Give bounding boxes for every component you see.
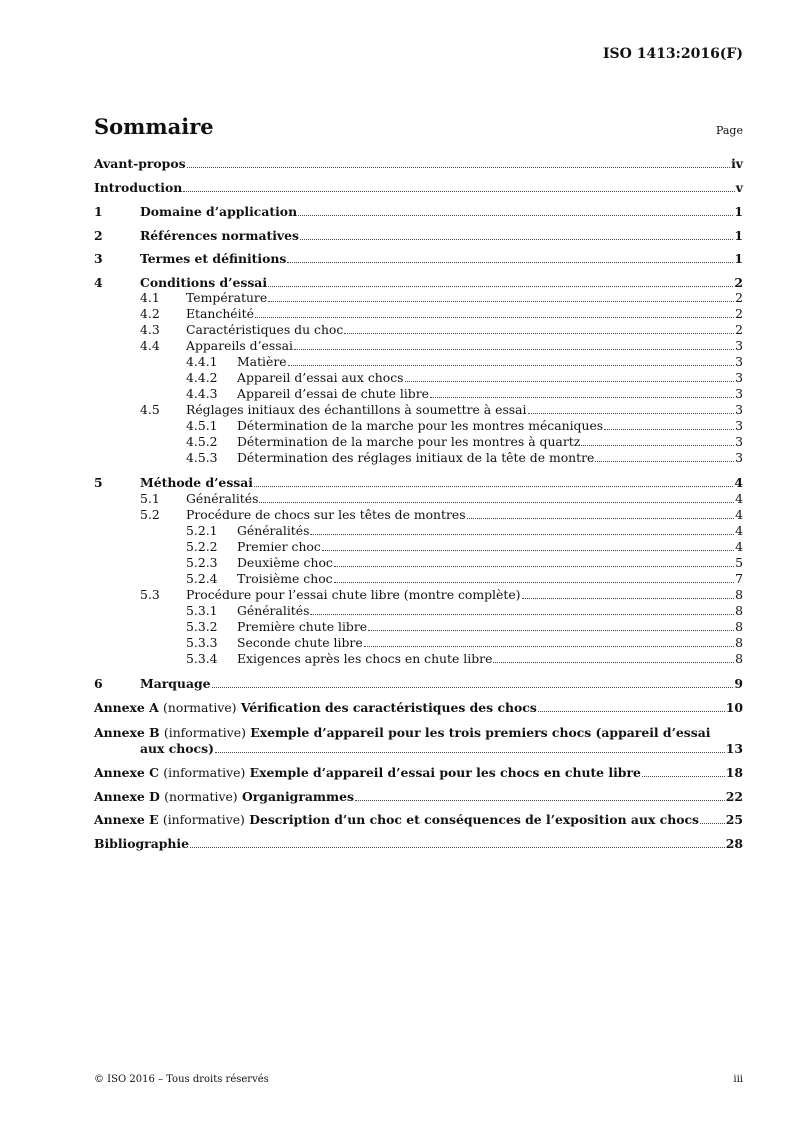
dot-leader (287, 262, 733, 263)
toc-entry-page: 28 (725, 836, 743, 851)
toc-entry-number: 5.2 (140, 507, 160, 522)
dot-leader (187, 167, 731, 168)
page-title: Sommaire (94, 114, 214, 139)
toc-entry-page: 5 (735, 555, 743, 570)
toc-entry-label: Procédure pour l’essai chute libre (montre complète) (186, 587, 521, 602)
toc-entry-label: Température (186, 290, 268, 305)
dot-leader (294, 349, 734, 350)
dot-leader (430, 397, 734, 398)
toc-entry-label: Domaine d’application (140, 204, 298, 219)
toc-entry-label: Conditions d’essai (140, 275, 268, 290)
toc-entry[interactable] (94, 434, 743, 450)
annex-prefix: Annexe D (94, 789, 160, 804)
dot-leader (528, 413, 735, 414)
toc-entry-label: Termes et définitions (140, 251, 287, 266)
toc-entry-label: Appareil d’essai de chute libre (237, 386, 429, 401)
toc-entry[interactable] (94, 306, 743, 322)
toc-entry-page: 25 (725, 812, 743, 827)
dot-leader (581, 445, 734, 446)
toc-entry-label: Exigences après les chocs en chute libre (237, 651, 493, 666)
toc-entry-label: Généralités (186, 491, 259, 506)
toc-entry-page: 18 (725, 765, 743, 780)
dot-leader (190, 847, 725, 848)
toc-entry-label: Généralités (237, 523, 310, 538)
dot-leader (642, 776, 725, 777)
toc-entry-label: Méthode d’essai (140, 475, 254, 490)
toc-entry-label: Marquage (140, 676, 211, 691)
dot-leader (310, 534, 734, 535)
dot-leader (538, 711, 725, 712)
toc-entry-page: 3 (735, 434, 743, 449)
toc-entry-number: 5.3.1 (186, 603, 218, 618)
dot-leader (215, 752, 725, 753)
toc-entry-number: 4 (94, 275, 103, 290)
footer-copyright: © ISO 2016 – Tous droits réservés (94, 1074, 269, 1085)
toc-entry-label: Détermination de la marche pour les montres à quartz (237, 434, 581, 449)
toc-entry-page: 3 (735, 354, 743, 369)
toc-entry-label: Détermination des réglages initiaux de la tête de montre (237, 450, 595, 465)
toc-entry-page: 22 (725, 789, 743, 804)
toc-entry[interactable] (94, 587, 743, 603)
toc-entry-number: 4.3 (140, 322, 160, 337)
toc-entry[interactable] (94, 507, 743, 523)
toc-entry[interactable] (94, 180, 743, 196)
toc-entry-number: 4.2 (140, 306, 160, 321)
dot-leader (298, 215, 733, 216)
toc-entry-page: 8 (735, 651, 743, 666)
toc-entry-number: 5.2.2 (186, 539, 218, 554)
dot-leader (259, 502, 734, 503)
toc-entry-number: 4.4 (140, 338, 160, 353)
dot-leader (300, 239, 733, 240)
toc-entry-label: Premier choc (237, 539, 321, 554)
toc-entry-page: 13 (725, 741, 743, 756)
toc-entry-page: 8 (735, 587, 743, 602)
toc-entry[interactable] (94, 571, 743, 587)
dot-leader (368, 630, 734, 631)
toc-entry[interactable] (94, 555, 743, 571)
toc-entry[interactable] (94, 676, 743, 692)
dot-leader (322, 550, 734, 551)
dot-leader (288, 365, 735, 366)
toc-entry-number: 4.4.3 (186, 386, 218, 401)
toc-entry-page: 2 (735, 322, 743, 337)
toc-entry-label: Matière (237, 354, 287, 369)
annex-prefix: Annexe E (94, 812, 159, 827)
dot-leader (334, 566, 734, 567)
annex-kind: (informative) (163, 765, 246, 780)
toc-entry-page: 8 (735, 619, 743, 634)
toc-entry-number: 6 (94, 676, 103, 691)
toc-entry[interactable] (94, 290, 743, 306)
annex-title: Description d’un choc et conséquences de l’exposition aux chocs (249, 812, 699, 827)
toc-entry-number: 3 (94, 251, 103, 266)
toc-entry-page: 2 (734, 275, 743, 290)
toc-entry-page: 3 (735, 418, 743, 433)
toc-entry[interactable] (94, 251, 743, 267)
footer-page-number: iii (733, 1074, 743, 1085)
toc-entry-number: 5.2.4 (186, 571, 218, 586)
dot-leader (268, 301, 734, 302)
annex-prefix: Annexe C (94, 765, 159, 780)
toc-entry-number: 5.2.1 (186, 523, 218, 538)
toc-entry-label: Bibliographie (94, 836, 190, 851)
annex-kind: (informative) (163, 725, 246, 740)
toc-entry-number: 4.5.1 (186, 418, 218, 433)
toc-entry-number: 4.5.3 (186, 450, 218, 465)
toc-entry-number: 4.1 (140, 290, 160, 305)
toc-bibliography-entry[interactable] (94, 836, 743, 852)
toc-entry-label: Réglages initiaux des échantillons à soumettre à essai (186, 402, 527, 417)
toc-entry[interactable] (94, 204, 743, 220)
toc-entry-page: 2 (735, 290, 743, 305)
toc-entry-page: 3 (735, 386, 743, 401)
toc-entry-page: 3 (735, 402, 743, 417)
toc-entry-label: Deuxième choc (237, 555, 333, 570)
annex-title: Exemple d’appareil d’essai pour les chocs en chute libre (249, 765, 641, 780)
toc-entry-label: Première chute libre (237, 619, 368, 634)
toc-entry-label: Appareil d’essai aux chocs (237, 370, 404, 385)
dot-leader (493, 662, 734, 663)
page-column-label: Page (715, 124, 743, 137)
toc-entry[interactable] (94, 354, 743, 370)
annex-title-continued: aux chocs) (140, 741, 214, 756)
toc-entry-page: 7 (735, 571, 743, 586)
toc-entry-page: 2 (735, 306, 743, 321)
toc-entry-label: Appareils d’essai (186, 338, 293, 353)
toc-entry[interactable] (94, 651, 743, 667)
toc-entry-number: 5.1 (140, 491, 160, 506)
dot-leader (344, 333, 734, 334)
annex-kind: (normative) (163, 700, 237, 715)
toc-entry[interactable] (94, 386, 743, 402)
dot-leader (255, 317, 734, 318)
toc-entry[interactable] (94, 370, 743, 386)
toc-entry[interactable] (94, 523, 743, 539)
toc-annex-entry[interactable] (94, 725, 743, 757)
toc-entry-page: 8 (735, 635, 743, 650)
dot-leader (334, 582, 735, 583)
annex-title: Exemple d’appareil pour les trois premiers chocs (appareil d’essai (250, 725, 711, 740)
toc-entry[interactable] (94, 603, 743, 619)
dot-leader (522, 598, 735, 599)
toc-entry-number: 5.3.3 (186, 635, 218, 650)
toc-entry-page: 4 (735, 539, 743, 554)
toc-entry-number: 5 (94, 475, 103, 490)
dot-leader (467, 518, 734, 519)
dot-leader (604, 429, 734, 430)
dot-leader (700, 823, 725, 824)
toc-entry-number: 4.5.2 (186, 434, 218, 449)
toc-entry-page: v (735, 180, 743, 195)
annex-title: Organigrammes (241, 789, 354, 804)
toc-entry-number: 5.3.4 (186, 651, 218, 666)
toc-entry-label: Introduction (94, 180, 183, 195)
toc-entry-number: 1 (94, 204, 103, 219)
annex-prefix: Annexe A (94, 700, 159, 715)
annex-title: Vérification des caractéristiques des chocs (240, 700, 537, 715)
toc-entry[interactable] (94, 475, 743, 491)
toc-entry[interactable] (94, 450, 743, 466)
dot-leader (595, 461, 734, 462)
toc-entry-number: 4.4.1 (186, 354, 218, 369)
toc-entry-label: Troisième choc (237, 571, 333, 586)
toc-entry-label: Généralités (237, 603, 310, 618)
dot-leader (310, 614, 734, 615)
toc-entry-label: Avant-propos (94, 156, 186, 171)
toc-entry-page: 4 (735, 507, 743, 522)
toc-entry[interactable] (94, 418, 743, 434)
toc-entry-label: Détermination de la marche pour les montres mécaniques (237, 418, 604, 433)
toc-entry-page: 3 (735, 450, 743, 465)
annex-kind: (informative) (162, 812, 245, 827)
toc-entry-page: 4 (735, 491, 743, 506)
toc-entry[interactable] (94, 491, 743, 507)
toc-entry-number: 5.3 (140, 587, 160, 602)
toc-entry-number: 4.5 (140, 402, 160, 417)
title-row (94, 114, 743, 139)
toc-entry-number: 2 (94, 228, 103, 243)
annex-prefix: Annexe B (94, 725, 160, 740)
toc-entry-page: 4 (735, 523, 743, 538)
toc-annex-entry[interactable] (94, 789, 743, 805)
toc-entry[interactable] (94, 338, 743, 354)
toc-annex-entry[interactable] (94, 765, 743, 781)
dot-leader (364, 646, 734, 647)
toc-entry-label: Etanchéité (186, 306, 254, 321)
toc-entry-number: 5.3.2 (186, 619, 218, 634)
toc-entry[interactable] (94, 402, 743, 418)
toc-entry-page: 9 (734, 676, 743, 691)
toc-entry[interactable] (94, 539, 743, 555)
toc-entry-page: 10 (725, 700, 743, 715)
toc-entry-label: Procédure de chocs sur les têtes de montres (186, 507, 466, 522)
toc-entry-number: 4.4.2 (186, 370, 218, 385)
toc-entry-page: 1 (734, 228, 743, 243)
toc-entry-page: 3 (735, 338, 743, 353)
toc-entry-page: 1 (734, 204, 743, 219)
toc-entry-number: 5.2.3 (186, 555, 218, 570)
toc-entry[interactable] (94, 322, 743, 338)
toc-entry-label: Caractéristiques du choc (186, 322, 344, 337)
dot-leader (212, 687, 734, 688)
standard-reference: ISO 1413:2016(F) (602, 46, 743, 62)
dot-leader (254, 486, 733, 487)
dot-leader (183, 191, 735, 192)
dot-leader (355, 800, 725, 801)
toc-entry-label: Références normatives (140, 228, 299, 243)
toc-entry-page: 3 (735, 370, 743, 385)
toc-annex-entry[interactable] (94, 812, 743, 828)
toc-entry[interactable] (94, 619, 743, 635)
dot-leader (405, 381, 735, 382)
toc-entry[interactable] (94, 228, 743, 244)
toc-entry[interactable] (94, 635, 743, 651)
toc-entry[interactable] (94, 275, 743, 291)
toc-entry-page: iv (731, 156, 743, 171)
annex-kind: (normative) (164, 789, 238, 804)
toc-entry-page: 8 (735, 603, 743, 618)
toc-entry-page: 1 (734, 251, 743, 266)
toc-entry[interactable] (94, 156, 743, 172)
toc-entry-page: 4 (734, 475, 743, 490)
toc-annex-entry[interactable] (94, 700, 743, 716)
toc-entry-label: Seconde chute libre (237, 635, 363, 650)
dot-leader (268, 286, 733, 287)
